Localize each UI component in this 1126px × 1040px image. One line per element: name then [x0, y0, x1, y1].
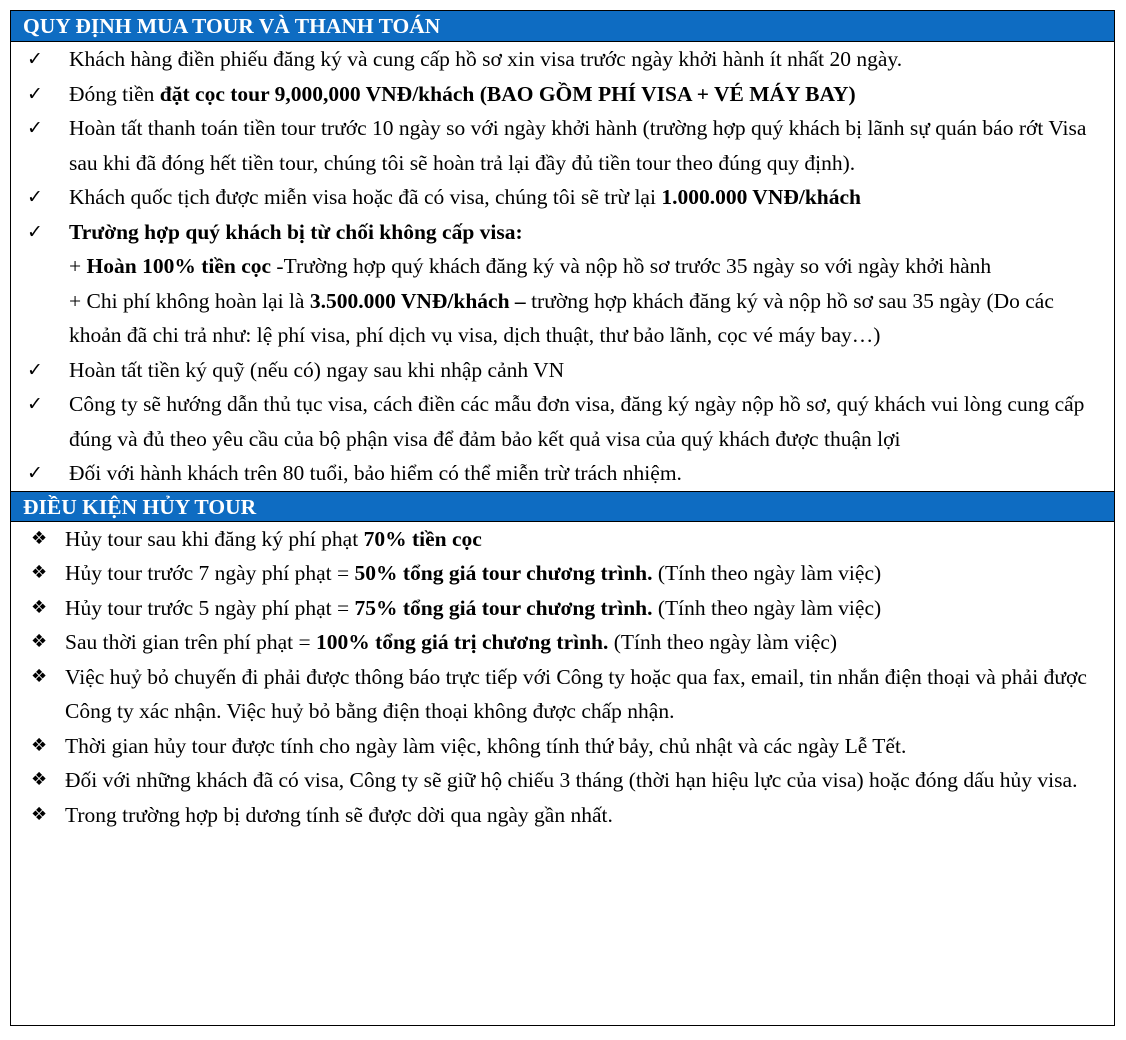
list-item: ❖ Việc huỷ bỏ chuyến đi phải được thông báo trực tiếp với Công ty hoặc qua fax, email, tin nhắn điện thoại và phải được Công ty xác nhận. Việc huỷ bỏ bằng điện thoại không được chấp nhận. — [11, 660, 1114, 729]
diamond-bullet-icon: ❖ — [31, 769, 48, 790]
checkmark-icon: ✓ — [27, 220, 43, 243]
diamond-bullet-icon: ❖ — [31, 596, 48, 618]
list-item: ✓ Hoàn tất thanh toán tiền tour trước 10 ngày so với ngày khởi hành (trường hợp quý khách bị lãnh sự quán báo rớt Visa sau khi đã đóng hết tiền tour, chúng tôi sẽ hoàn trả lại đầy đủ tiền tour theo đúng quy định). — [11, 111, 1114, 180]
checkmark-icon: ✓ — [27, 358, 43, 381]
list-item: ✓ Đối với hành khách trên 80 tuổi, bảo hiểm có thể miễn trừ trách nhiệm. — [11, 456, 1114, 491]
non-refundable-cost: + Chi phí không hoàn lại là 3.500.000 VNĐ/khách – trường hợp khách đăng ký và nộp hồ sơ sau 35 ngày (Do các khoản đã chi trả như: lệ phí visa, phí dịch vụ visa, dịch thuật, thư bảo lãnh, cọc vé máy bay…) — [69, 288, 1054, 347]
list-item-visa-refusal — [11, 215, 1114, 353]
diamond-bullet-icon: ❖ — [31, 803, 48, 825]
list-item: ❖ Hủy tour sau khi đăng ký phí phạt 70% tiền cọc — [11, 522, 1114, 557]
terms-document — [10, 10, 1115, 1026]
list-item: ✓ Khách hàng điền phiếu đăng ký và cung cấp hồ sơ xin visa trước ngày khởi hành ít nhất 20 ngày. — [11, 42, 1114, 77]
list-item: ❖ Trong trường hợp bị dương tính sẽ được dời qua ngày gần nhất. — [11, 798, 1114, 833]
checkmark-icon: ✓ — [27, 462, 43, 484]
payment-rules-section — [11, 11, 1114, 491]
checkmark-icon: ✓ — [27, 117, 43, 139]
payment-rules-title: QUY ĐỊNH MUA TOUR VÀ THANH TOÁN — [11, 11, 1114, 42]
cancellation-list — [11, 522, 1114, 833]
list-item: ❖ Thời gian hủy tour được tính cho ngày làm việc, không tính thứ bảy, chủ nhật và các ngày Lễ Tết. — [11, 729, 1114, 764]
payment-rules-list — [11, 42, 1114, 491]
diamond-bullet-icon: ❖ — [31, 562, 48, 583]
diamond-bullet-icon: ❖ — [31, 665, 48, 687]
list-item: ❖ Hủy tour trước 7 ngày phí phạt = 50% tổng giá tour chương trình. (Tính theo ngày làm việc) — [11, 556, 1114, 591]
list-item: ✓ Đóng tiền đặt cọc tour 9,000,000 VNĐ/khách (BAO GỒM PHÍ VISA + VÉ MÁY BAY) — [11, 77, 1114, 112]
list-item: ❖ Đối với những khách đã có visa, Công ty sẽ giữ hộ chiếu 3 tháng (thời hạn hiệu lực của visa) hoặc đóng dấu hủy visa. — [11, 763, 1114, 798]
checkmark-icon: ✓ — [27, 186, 43, 208]
diamond-bullet-icon: ❖ — [31, 527, 48, 549]
checkmark-icon: ✓ — [27, 48, 43, 70]
diamond-bullet-icon: ❖ — [31, 631, 48, 652]
checkmark-icon: ✓ — [27, 393, 43, 415]
visa-refusal-heading: Trường hợp quý khách bị từ chối không cấp visa: — [69, 219, 523, 244]
refund-full-deposit: + Hoàn 100% tiền cọc -Trường hợp quý khách đăng ký và nộp hồ sơ trước 35 ngày so với ngày khởi hành — [69, 254, 992, 278]
diamond-bullet-icon: ❖ — [31, 734, 48, 756]
list-item: ✓ Khách quốc tịch được miễn visa hoặc đã có visa, chúng tôi sẽ trừ lại 1.000.000 VNĐ/khách — [11, 180, 1114, 215]
checkmark-icon: ✓ — [27, 82, 43, 105]
list-item: ❖ Hủy tour trước 5 ngày phí phạt = 75% tổng giá tour chương trình. (Tính theo ngày làm việc) — [11, 591, 1114, 626]
list-item: ❖ Sau thời gian trên phí phạt = 100% tổng giá trị chương trình. (Tính theo ngày làm việc) — [11, 625, 1114, 660]
cancellation-section — [11, 491, 1114, 833]
list-item: ✓ Hoàn tất tiền ký quỹ (nếu có) ngay sau khi nhập cảnh VN — [11, 353, 1114, 388]
list-item: ✓ Công ty sẽ hướng dẫn thủ tục visa, cách điền các mẫu đơn visa, đăng ký ngày nộp hồ sơ, quý khách vui lòng cung cấp đúng và đủ theo yêu cầu của bộ phận visa để đảm bảo kết quả visa của quý khách được thuận lợi — [11, 387, 1114, 456]
cancellation-title: ĐIỀU KIỆN HỦY TOUR — [11, 491, 1114, 522]
